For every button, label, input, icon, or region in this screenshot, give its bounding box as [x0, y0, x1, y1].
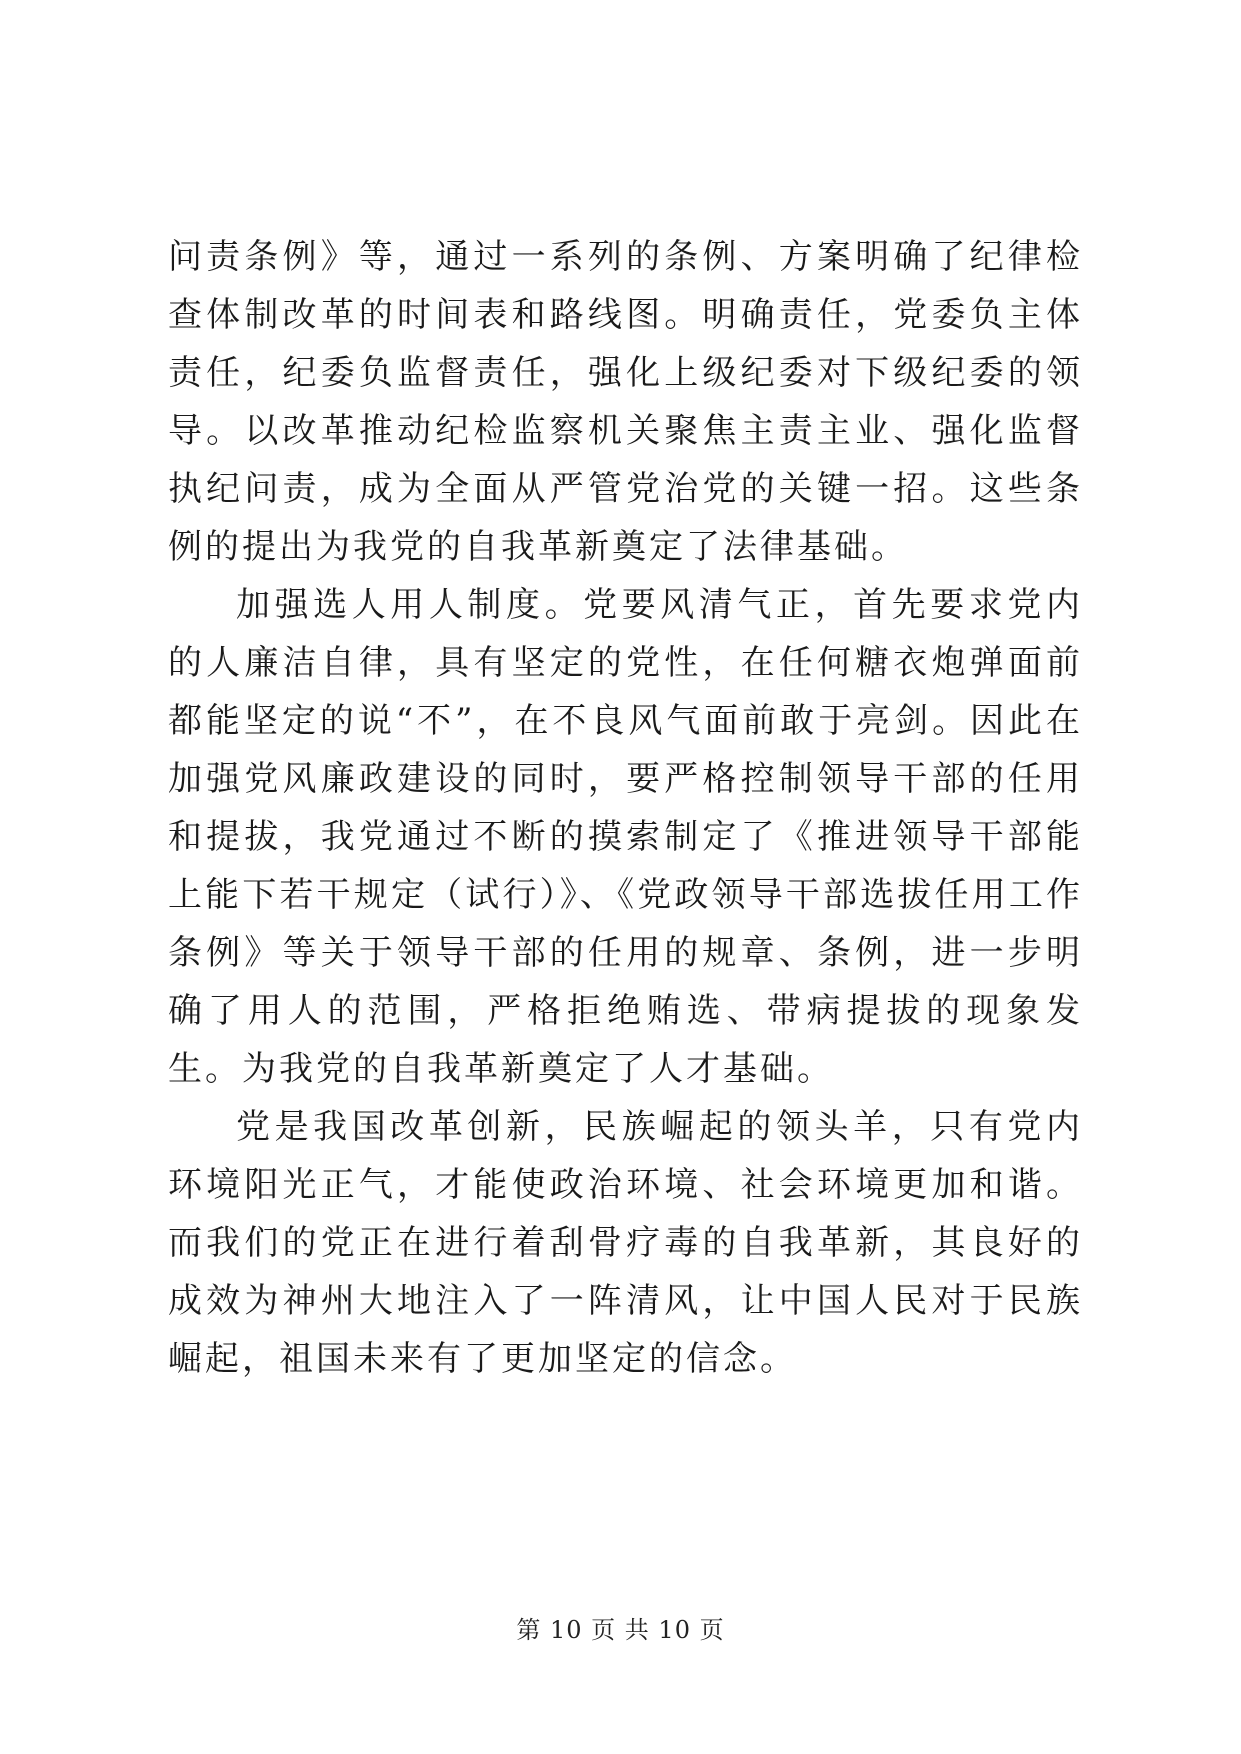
- paragraph-3: 党是我国改革创新，民族崛起的领头羊，只有党内环境阳光正气，才能使政治环境、社会环境更加和谐。而我们的党正在进行着刮骨疗毒的自我革新，其良好的成效为神州大地注入了一阵清风，让中国人民对于民族崛起，祖国未来有了更加坚定的信念。: [168, 1107, 1083, 1379]
- document-body: [168, 228, 1083, 1388]
- paragraph-2: 加强选人用人制度。党要风清气正，首先要求党内的人廉洁自律，具有坚定的党性，在任何糖衣炮弹面前都能坚定的说“不”，在不良风气面前敢于亮剑。因此在加强党风廉政建设的同时，要严格控制领导干部的任用和提拔，我党通过不断的摸索制定了《推进领导干部能上能下若干规定（试行）》、《党政领导干部选拔任用工作条例》等关于领导干部的任用的规章、条例，进一步明确了用人的范围，严格拒绝贿选、带病提拔的现象发生。为我党的自我革新奠定了人才基础。: [168, 585, 1083, 1089]
- paragraph-1: 问责条例》等，通过一系列的条例、方案明确了纪律检查体制改革的时间表和路线图。明确责任，党委负主体责任，纪委负监督责任，强化上级纪委对下级纪委的领导。以改革推动纪检监察机关聚焦主责主业、强化监督执纪问责，成为全面从严管党治党的关键一招。这些条例的提出为我党的自我革新奠定了法律基础。: [168, 237, 1083, 567]
- page-footer: 第 10 页 共 10 页: [516, 1616, 725, 1644]
